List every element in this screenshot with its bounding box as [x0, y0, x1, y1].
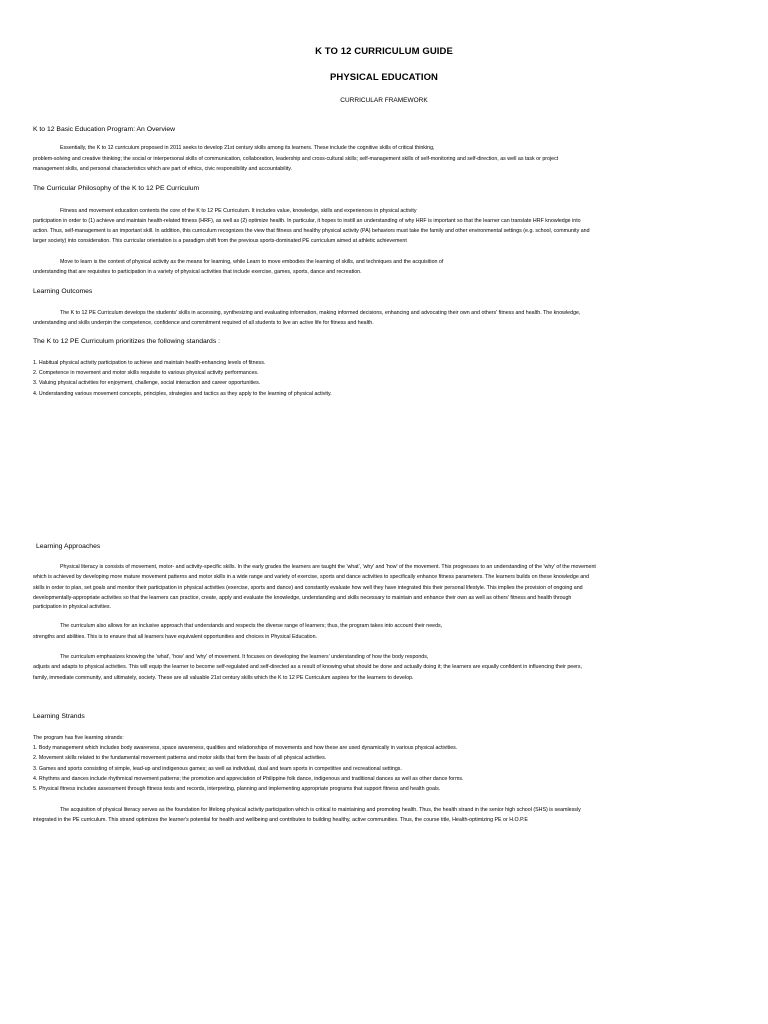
strand-item: 3. Games and sports consisting of simple, lead-up and indigenous games; as well as individual, dual and team sports in competitive and recreational settings.: [33, 766, 402, 772]
approaches-para1-line: skills in order to plan, set goals and monitor their participation in physical activities (exercise, sports and dance) and constantly evaluate how well they have integrated this their personal lifestyle. This implies the provision of ongoing and: [33, 585, 583, 591]
strands-heading: Learning Strands: [33, 713, 85, 720]
philosophy-line-1: Fitness and movement education contents the core of the K to 12 PE Curriculum. It includes value, knowledge, skills and experiences in physical activity: [60, 208, 417, 214]
subject-title: PHYSICAL EDUCATION: [329, 72, 439, 83]
strand-item: 1. Body management which includes body awareness, space awareness, qualities and relationships of movements and how these are used dynamically in various physical activities.: [33, 745, 458, 751]
standards-intro: The K to 12 PE Curriculum prioritizes the following standards :: [33, 338, 220, 345]
overview-line-2: problem-solving and creative thinking; the social or interpersonal skills of communication, collaboration, leadership and cross-cultural skills; self-management skills of self-monitoring and self-direction, as well as task or project: [33, 156, 559, 162]
overview-line-1: Essentially, the K to 12 curriculum proposed in 2011 seeks to develop 21st century skills among its learners. These include the cognitive skills of critical thinking,: [60, 145, 435, 151]
philosophy-line-6: understanding that are requisites to participation in a variety of physical activities that include exercise, games, sports, dance and recreation.: [33, 269, 362, 275]
approaches-para3-line: family, immediate community, and ultimately, society. These are all valuable 21st century skills which the K to 12 PE Curriculum aspires for the learners to develop.: [33, 675, 414, 681]
outcomes-line-1: The K to 12 PE Curriculum develops the students' skills in accessing, synthesizing and evaluating information, making informed decisions, enhancing and advocating their own and others' fitness and health. The knowledge,: [60, 310, 581, 316]
strand-item: 4. Rhythms and dances include rhythmical movement patterns; the promotion and appreciation of Philippine folk dance, indigenous and traditional dances as well as other dance forms.: [33, 776, 464, 782]
approaches-para1-line: which is achieved by developing more mature movement patterns and motor skills in a wide range and variety of exercise, sports and dance activities to specifically enhance fitness parameters. The learners builds on these knowledge and: [33, 574, 590, 580]
outcomes-line-2: understanding and skills underpin the competence, confidence and commitment required of all students to live an active life for fitness and health.: [33, 320, 374, 326]
approaches-para3-line: The curriculum emphasizes knowing the 'what', 'how' and 'why' of movement. It focuses on developing the learners' understanding of how the body responds,: [60, 654, 429, 660]
strands-closing-line-1: The acquisition of physical literacy serves as the foundation for lifelong physical activity participation which is critical to maintaining and promoting health. Thus, the health strand in the senior high school (SHS) is seamlessly: [60, 807, 581, 813]
standard-item: 2. Competence in movement and motor skills requisite to various physical activity performances.: [33, 370, 259, 376]
philosophy-line-3: action. Thus, self-management is an important skill. In addition, this curriculum recognizes the view that fitness and healthy physical activity (PA) behaviors must take the family and other environmental settings (e.g. school, community and: [33, 228, 590, 234]
approaches-para1-line: participation in physical activities.: [33, 604, 112, 610]
overview-line-3: management skills, and personal characteristics which are part of ethics, civic responsibility and accountability.: [33, 166, 292, 172]
outcomes-heading: Learning Outcomes: [33, 288, 93, 295]
approaches-para1-line: Physical literacy is consists of movement, motor- and activity-specific skills. In the early grades the learners are taught the 'what', 'why' and 'how' of the movement. This progresses to an understanding of the 'why' of the movement: [60, 564, 596, 570]
approaches-para3-line: adjusts and adapts to physical activities. This will equip the learner to become self-regulated and self-directed as a result of knowing what should be done and actually doing it; the learners are equally confident in influencing their peers,: [33, 664, 583, 670]
approaches-heading: Learning Approaches: [36, 543, 101, 550]
standard-item: 4. Understanding various movement concepts, principles, strategies and tactics as they apply to the learning of physical activity.: [33, 391, 332, 397]
approaches-para1-line: developmentally-appropriate activities so that the learners can practice, create, apply and evaluate the knowledge, understanding and skills necessary to maintain and enhance their own as well as others' fitness and health through: [33, 595, 572, 601]
approaches-para2-line: strengths and abilities. This is to ensure that all learners have equivalent opportunities and choices in Physical Education.: [33, 634, 318, 640]
strand-item: 5. Physical fitness includes assessment through fitness tests and records, interpreting, planning and implementing appropriate programs that support fitness and health goals.: [33, 786, 441, 792]
philosophy-line-5: Move to learn is the context of physical activity as the means for learning, while Learn to move embodies the learning of skills, and techniques and the acquisition of: [60, 259, 444, 265]
standard-item: 3. Valuing physical activities for enjoyment, challenge, social interaction and career opportunities.: [33, 380, 261, 386]
philosophy-heading: The Curricular Philosophy of the K to 12 PE Curriculum: [33, 185, 200, 192]
approaches-para2-line: The curriculum also allows for an inclusive approach that understands and respects the diverse range of learners; thus, the program takes into account their needs,: [60, 623, 443, 629]
standard-item: 1. Habitual physical activity participation to achieve and maintain health-enhancing levels of fitness.: [33, 360, 266, 366]
philosophy-line-4: larger society) into consideration. This curricular orientation is a paradigm shift from the previous sports-dominated PE curriculum aimed at athletic achievement: [33, 238, 407, 244]
philosophy-line-2: participation in order to (1) achieve and maintain health-related fitness (HRF), as well as (2) optimize health. In particular, it hopes to instill an understanding of why HRF is important so that the learner can translate HRF knowledge into: [33, 218, 581, 224]
overview-heading: K to 12 Basic Education Program: An Overview: [33, 126, 176, 133]
strand-item: 2. Movement skills related to the fundamental movement patterns and motor skills that form the basis of all physical activities.: [33, 755, 327, 761]
strands-closing-line-2: integrated in the PE curriculum. This strand optimizes the learner's potential for health and wellbeing and contributes to building healthy, active communities. Thus, the course title, Health-optimizing PE or H.O.P.E: [33, 817, 528, 823]
section-title: CURRICULAR FRAMEWORK: [340, 97, 428, 104]
document-title: K TO 12 CURRICULUM GUIDE: [315, 46, 453, 57]
strands-intro: The program has five learning strands:: [33, 735, 124, 741]
